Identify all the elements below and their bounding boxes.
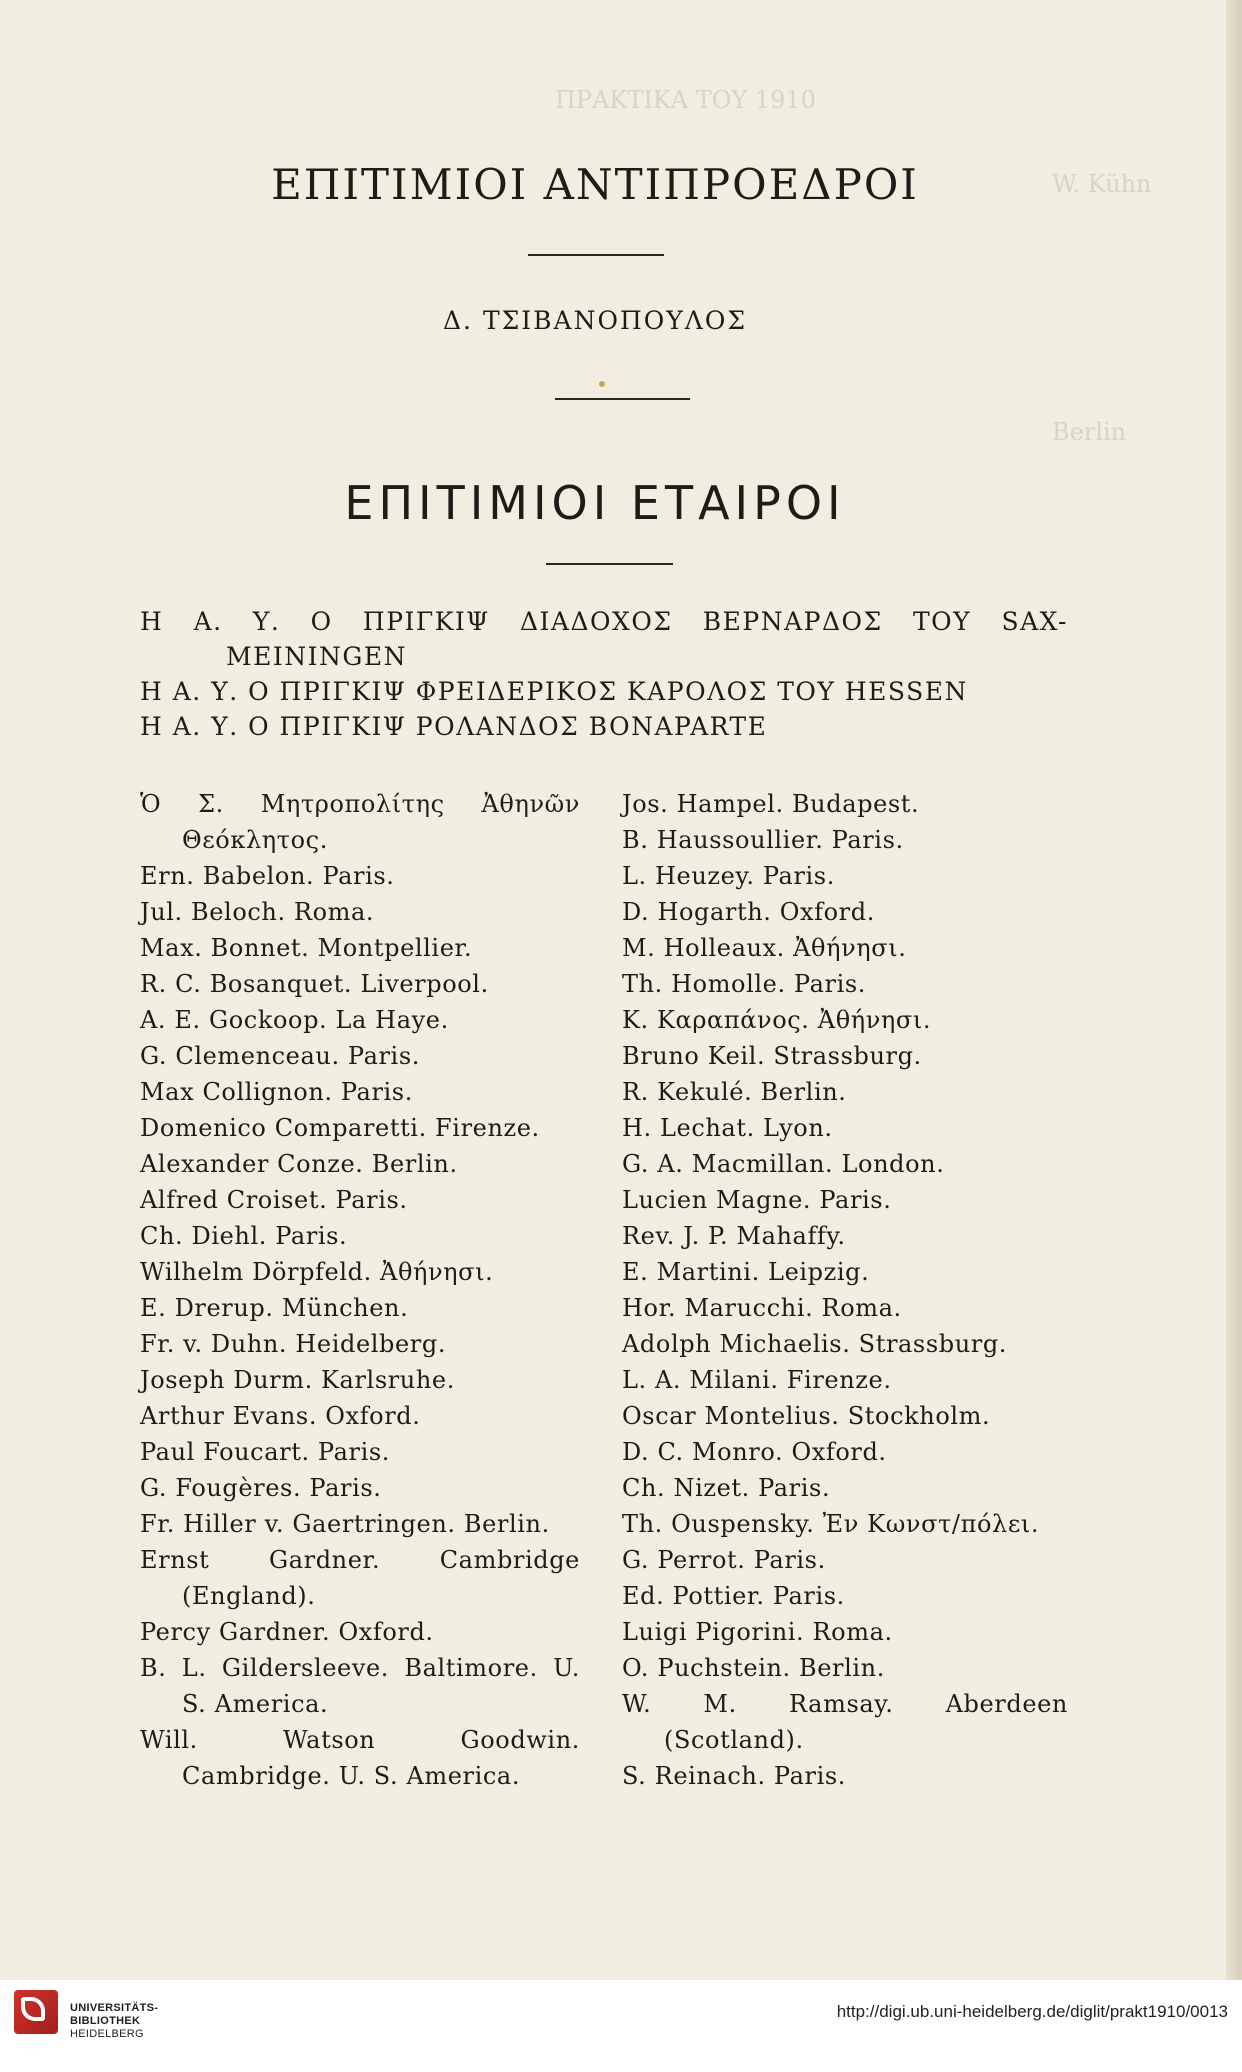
member-entry: Paul Foucart. Paris.: [140, 1438, 390, 1466]
member-entry: Oscar Montelius. Stockholm.: [622, 1402, 991, 1430]
divider-rule: [546, 563, 673, 565]
royal-member: Η Α. Υ. Ο ΠΡΙΓΚΙΨ ΔΙΑΔΟΧΟΣ ΒΕΡΝΑΡΔΟΣ ΤΟΥ SAX-MEININGEN: [140, 607, 1068, 671]
members-column-left: [140, 786, 580, 1794]
member-entry: Will. Watson Goodwin. Cambridge. U. S. America.: [140, 1726, 580, 1790]
member-entry: S. Reinach. Paris.: [622, 1762, 846, 1790]
divider-rule: [555, 398, 690, 400]
member-entry: D. Hogarth. Oxford.: [622, 898, 875, 926]
member-entry: W. M. Ramsay. Aberdeen (Scotland).: [622, 1690, 1068, 1754]
member-entry: Jos. Hampel. Budapest.: [622, 790, 920, 818]
member-entry: Ch. Diehl. Paris.: [140, 1222, 348, 1250]
member-entry: Joseph Durm. Karlsruhe.: [140, 1366, 455, 1394]
member-entry: Ernst Gardner. Cambridge (England).: [140, 1546, 580, 1610]
show-through-line: Berlin: [1052, 418, 1127, 446]
institution-line: UNIVERSITÄTS-: [70, 2002, 159, 2014]
library-emblem-icon: [21, 1997, 45, 2021]
member-entry: L. A. Milani. Firenze.: [622, 1366, 892, 1394]
member-entry: Fr. Hiller v. Gaertringen. Berlin.: [140, 1510, 550, 1538]
royal-member: Η Α. Υ. Ο ΠΡΙΓΚΙΨ ΦΡΕΙΔΕΡΙΚΟΣ ΚΑΡΟΛΟΣ ΤΟΥ HESSEN: [140, 677, 968, 706]
heading-honorary-members: ΕΠΙΤΙΜΙΟΙ ΕΤΑΙΡΟΙ: [344, 476, 846, 530]
member-entry: H. Lechat. Lyon.: [622, 1114, 833, 1142]
show-through-line: W. Kühn: [1052, 170, 1152, 198]
member-entry: Bruno Keil. Strassburg.: [622, 1042, 922, 1070]
member-entry: B. Haussoullier. Paris.: [622, 826, 904, 854]
member-entry: O. Puchstein. Berlin.: [622, 1654, 885, 1682]
member-entry: K. Καραπάνος. Ἀθήνησι.: [622, 1006, 932, 1034]
page-edge: [1226, 0, 1242, 1980]
members-column-right: [622, 786, 1068, 1794]
university-library-logo[interactable]: [14, 1990, 58, 2034]
source-url-link[interactable]: http://digi.ub.uni-heidelberg.de/diglit/prakt1910/0013: [836, 2002, 1228, 2021]
member-entry: G. Clemenceau. Paris.: [140, 1042, 420, 1070]
member-entry: G. Perrot. Paris.: [622, 1546, 826, 1574]
member-entry: Max. Bonnet. Montpellier.: [140, 934, 473, 962]
institution-line: HEIDELBERG: [70, 2028, 144, 2040]
royal-members-list: [140, 604, 1068, 744]
member-entry: G. Fougères. Paris.: [140, 1474, 382, 1502]
member-entry: Alfred Croiset. Paris.: [140, 1186, 408, 1214]
member-entry: A. E. Gockoop. La Haye.: [140, 1006, 449, 1034]
show-through-header: ΠΡΑΚΤΙΚΑ ΤΟΥ 1910: [555, 86, 816, 114]
member-entry: E. Martini. Leipzig.: [622, 1258, 870, 1286]
member-entry: Ed. Pottier. Paris.: [622, 1582, 845, 1610]
vice-president-name: Δ. ΤΣΙΒΑΝΟΠΟΥΛΟΣ: [443, 306, 747, 335]
member-entry: M. Holleaux. Ἀθήνησι.: [622, 934, 907, 962]
digitization-footer: [0, 1980, 1242, 2072]
member-entry: D. C. Monro. Oxford.: [622, 1438, 887, 1466]
member-entry: Percy Gardner. Oxford.: [140, 1618, 434, 1646]
member-entry: Wilhelm Dörpfeld. Ἀθήνησι.: [140, 1258, 494, 1286]
member-entry: Adolph Michaelis. Strassburg.: [622, 1330, 1008, 1358]
member-entry: G. A. Macmillan. London.: [622, 1150, 945, 1178]
royal-member: Η Α. Υ. Ο ΠΡΙΓΚΙΨ ΡΟΛΑΝΔΟΣ BONAPARTE: [140, 712, 768, 741]
divider-rule: [528, 254, 664, 256]
member-entry: L. Heuzey. Paris.: [622, 862, 835, 890]
member-entry: Th. Ouspensky. Ἐν Κωνστ/πόλει.: [622, 1510, 1040, 1538]
member-entry: Domenico Comparetti. Firenze.: [140, 1114, 540, 1142]
institution-line: BIBLIOTHEK: [70, 2015, 141, 2027]
member-entry: Max Collignon. Paris.: [140, 1078, 413, 1106]
member-entry: Luigi Pigorini. Roma.: [622, 1618, 893, 1646]
ink-speck: [599, 381, 605, 387]
member-entry: R. C. Bosanquet. Liverpool.: [140, 970, 489, 998]
heading-vice-presidents: ΕΠΙΤΙΜΙΟΙ ΑΝΤΙΠΡΟΕΔΡΟΙ: [271, 160, 919, 209]
member-entry: Ern. Babelon. Paris.: [140, 862, 395, 890]
member-entry: Alexander Conze. Berlin.: [140, 1150, 458, 1178]
member-entry: Th. Homolle. Paris.: [622, 970, 866, 998]
member-entry: Lucien Magne. Paris.: [622, 1186, 892, 1214]
member-entry: Ὁ Σ. Μητροπολίτης Ἀθηνῶν Θεόκλητος.: [140, 790, 580, 854]
member-entry: Ch. Nizet. Paris.: [622, 1474, 831, 1502]
member-entry: E. Drerup. München.: [140, 1294, 409, 1322]
institution-name: [70, 2002, 158, 2041]
member-entry: Hor. Marucchi. Roma.: [622, 1294, 902, 1322]
member-entry: Arthur Evans. Oxford.: [140, 1402, 421, 1430]
member-entry: R. Kekulé. Berlin.: [622, 1078, 847, 1106]
member-entry: Rev. J. P. Mahaffy.: [622, 1222, 846, 1250]
member-entry: B. L. Gildersleeve. Baltimore. U. S. America.: [140, 1654, 580, 1718]
member-entry: Jul. Beloch. Roma.: [140, 898, 375, 926]
member-entry: Fr. v. Duhn. Heidelberg.: [140, 1330, 447, 1358]
